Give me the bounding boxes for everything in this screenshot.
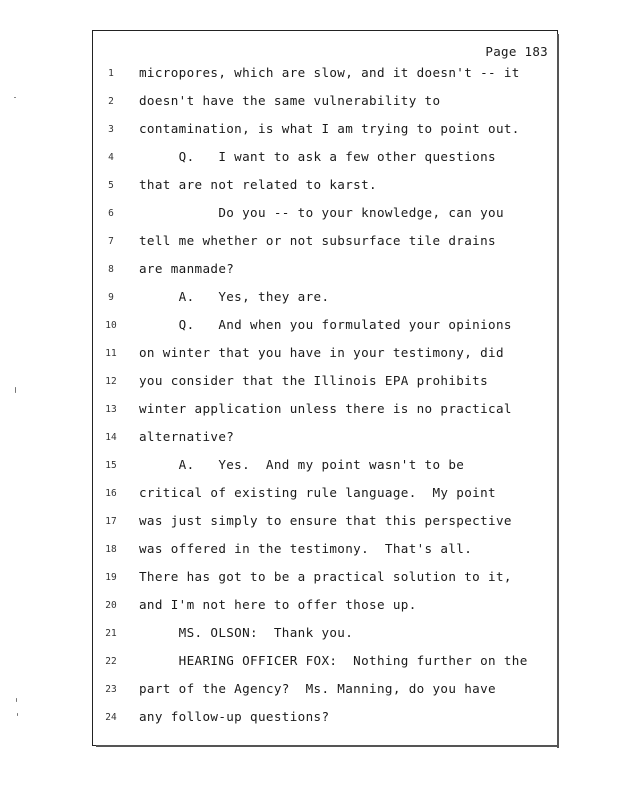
line-number: 21 [105, 628, 117, 639]
line-number: 11 [105, 348, 117, 359]
transcript-line [0, 401, 618, 421]
line-number: 6 [108, 208, 114, 219]
line-text: tell me whether or not subsurface tile drains [139, 233, 496, 248]
line-number: 24 [105, 712, 117, 723]
line-number: 22 [105, 656, 117, 667]
line-number: 1 [108, 68, 114, 79]
scan-speck [15, 387, 16, 393]
transcript-line [0, 541, 618, 561]
line-text: doesn't have the same vulnerability to [139, 93, 441, 108]
line-text: was offered in the testimony. That's all. [139, 541, 473, 556]
line-number: 23 [105, 684, 117, 695]
line-number: 15 [105, 460, 117, 471]
transcript-line [0, 681, 618, 701]
line-text: A. Yes, they are. [139, 289, 330, 304]
transcript-line [0, 457, 618, 477]
line-text: micropores, which are slow, and it doesn't -- it [139, 65, 520, 80]
scan-speck [14, 97, 16, 98]
line-number: 14 [105, 432, 117, 443]
line-text: contamination, is what I am trying to point out. [139, 121, 520, 136]
transcript-line [0, 317, 618, 337]
line-text: any follow-up questions? [139, 709, 330, 724]
transcript-line [0, 205, 618, 225]
transcript-line [0, 653, 618, 673]
transcript-line [0, 149, 618, 169]
line-number: 9 [108, 292, 114, 303]
line-number: 16 [105, 488, 117, 499]
line-text: Q. And when you formulated your opinions [139, 317, 512, 332]
transcript-line [0, 625, 618, 645]
line-text: that are not related to karst. [139, 177, 377, 192]
transcript-line [0, 65, 618, 85]
page-number: Page 183 [485, 44, 548, 59]
line-text: are manmade? [139, 261, 235, 276]
line-number: 19 [105, 572, 117, 583]
line-text: was just simply to ensure that this perspective [139, 513, 512, 528]
line-text: you consider that the Illinois EPA prohibits [139, 373, 489, 388]
line-text: and I'm not here to offer those up. [139, 597, 417, 612]
page-frame-shadow-bottom [96, 745, 559, 747]
line-text: Q. I want to ask a few other questions [139, 149, 496, 164]
line-number: 2 [108, 96, 114, 107]
line-text: HEARING OFFICER FOX: Nothing further on the [139, 653, 528, 668]
line-number: 18 [105, 544, 117, 555]
line-number: 4 [108, 152, 114, 163]
transcript-line [0, 429, 618, 449]
transcript-line [0, 373, 618, 393]
transcript-line [0, 233, 618, 253]
line-text: on winter that you have in your testimony, did [139, 345, 504, 360]
line-text: There has got to be a practical solution to it, [139, 569, 512, 584]
line-number: 17 [105, 516, 117, 527]
line-text: MS. OLSON: Thank you. [139, 625, 354, 640]
transcript-line [0, 569, 618, 589]
transcript-line [0, 177, 618, 197]
line-number: 5 [108, 180, 114, 191]
line-number: 13 [105, 404, 117, 415]
line-text: part of the Agency? Ms. Manning, do you have [139, 681, 496, 696]
line-text: alternative? [139, 429, 235, 444]
transcript-line [0, 513, 618, 533]
line-number: 10 [105, 320, 117, 331]
line-number: 3 [108, 124, 114, 135]
line-number: 7 [108, 236, 114, 247]
scan-speck [16, 698, 17, 702]
line-number: 20 [105, 600, 117, 611]
transcript-line [0, 709, 618, 729]
line-text: A. Yes. And my point wasn't to be [139, 457, 465, 472]
line-text: winter application unless there is no practical [139, 401, 512, 416]
transcript-line [0, 345, 618, 365]
transcript-line [0, 93, 618, 113]
transcript-line [0, 261, 618, 281]
transcript-line [0, 121, 618, 141]
scan-speck [17, 713, 18, 716]
line-text: Do you -- to your knowledge, can you [139, 205, 504, 220]
line-text: critical of existing rule language. My point [139, 485, 496, 500]
line-number: 8 [108, 264, 114, 275]
line-number: 12 [105, 376, 117, 387]
transcript-line [0, 485, 618, 505]
transcript-line [0, 289, 618, 309]
transcript-line [0, 597, 618, 617]
